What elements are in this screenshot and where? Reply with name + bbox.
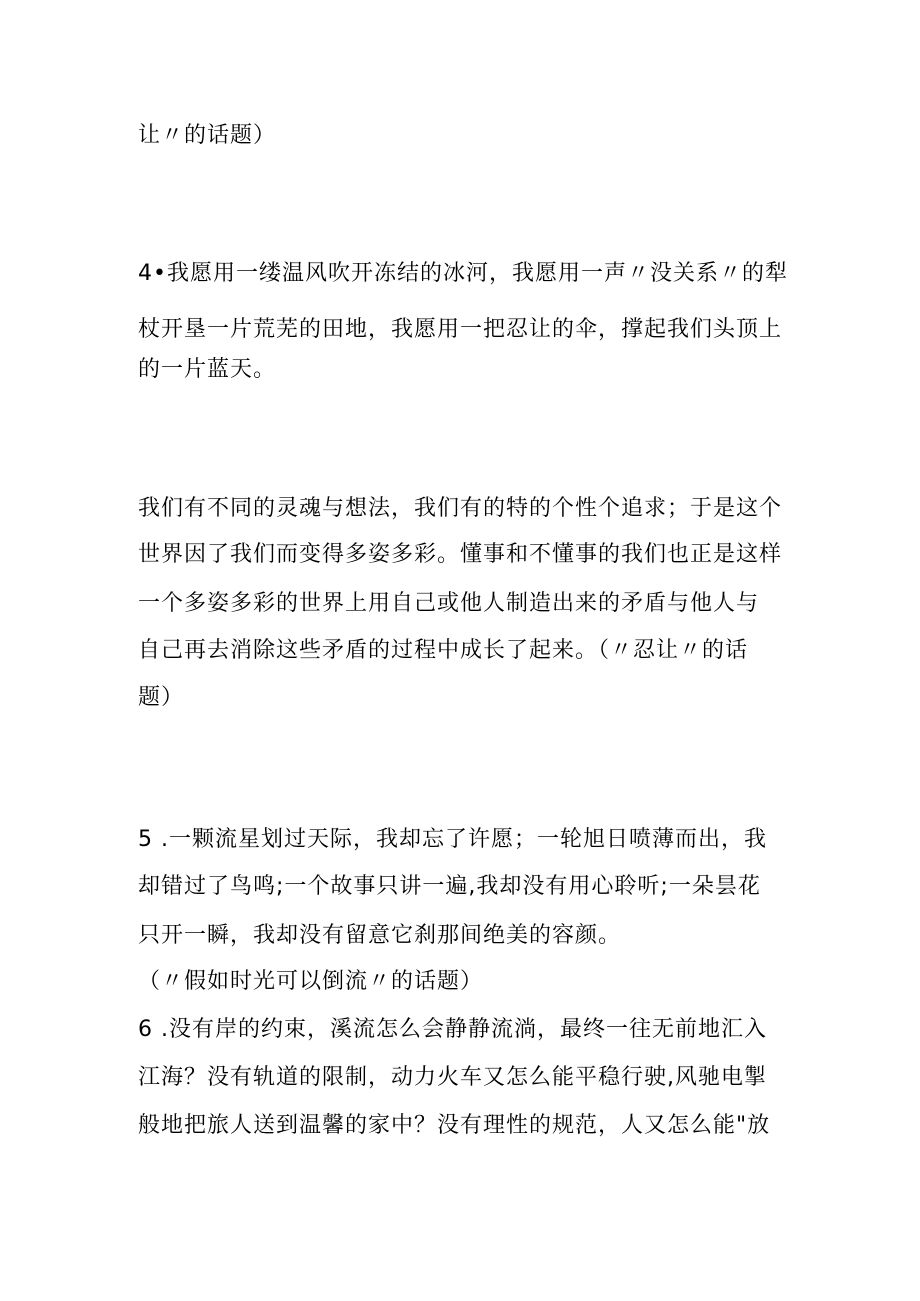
text-line: 却错过了鸟鸣;一个故事只讲一遍,我却没有用心聆听;一朵昙花 — [138, 874, 761, 899]
text-line: 4•我愿用一缕温风吹开冻结的冰河，我愿用一声〃没关系〃的犁 — [138, 261, 788, 286]
text-line: 5 .一颗流星划过天际，我却忘了许愿；一轮旭日喷薄而出，我 — [138, 827, 767, 852]
text-line: 让〃的话题） — [138, 123, 277, 148]
text-line: 世界因了我们而变得多姿多彩。懂事和不懂事的我们也正是这样 — [138, 542, 783, 567]
text-line: 我们有不同的灵魂与想法，我们有的特的个性个追求；于是这个 — [138, 496, 783, 521]
text-line: （〃假如时光可以倒流〃的话题） — [138, 969, 484, 994]
text-line: 杖开垦一片荒芜的田地，我愿用一把忍让的伞，撑起我们头顶上 — [138, 317, 783, 342]
text-line: 的一片蓝天。 — [138, 357, 277, 382]
text-line: 般地把旅人送到温馨的家中？没有理性的规范，人又怎么能"放 — [138, 1113, 771, 1138]
text-line: 江海？没有轨道的限制，动力火车又怎么能平稳行驶,风驰电掣 — [138, 1065, 767, 1090]
text-line: 6 .没有岸的约束，溪流怎么会静静流淌，最终一往无前地汇入 — [138, 1017, 767, 1042]
text-line: 只开一瞬，我却没有留意它刹那间绝美的容颜。 — [138, 923, 622, 948]
text-line: 自己再去消除这些矛盾的过程中成长了起来。（〃忍让〃的话 — [138, 638, 749, 663]
text-line: 一个多姿多彩的世界上用自己或他人制造出来的矛盾与他人与 — [138, 591, 760, 616]
text-line: 题） — [138, 685, 185, 710]
